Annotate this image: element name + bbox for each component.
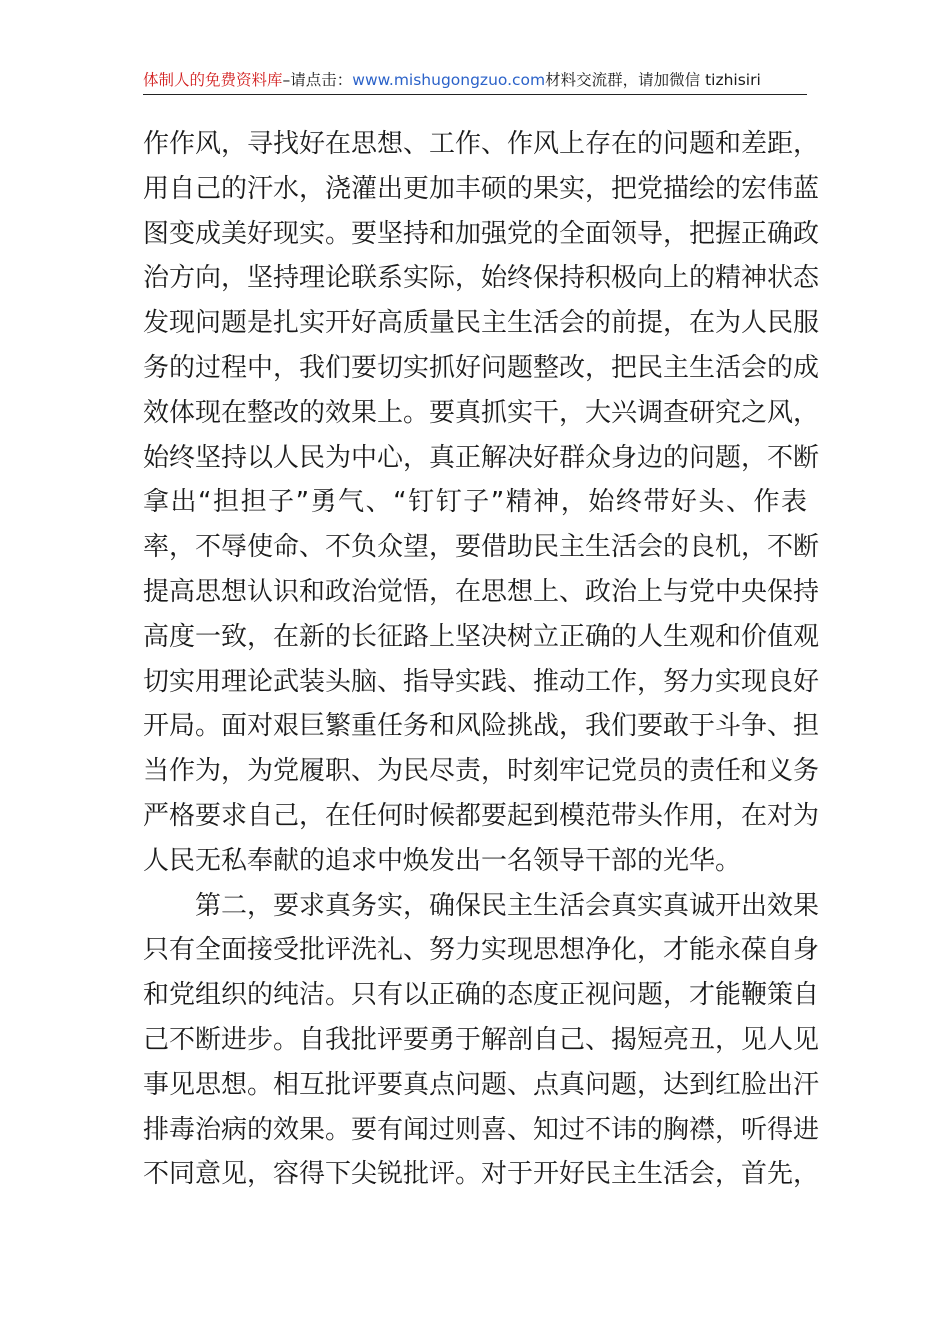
header-website-link[interactable]: www.mishugongzuo.com [352, 71, 546, 89]
paragraph-start-line: 第二，要求真务实，确保民主生活会真实真诚开出效果 [195, 890, 820, 921]
text-line: 始终坚持以人民为中心，真正解决好群众身边的问题，不断 [143, 442, 820, 473]
text-line: 和党组织的纯洁。只有以正确的态度正视问题，才能鞭策自 [143, 980, 820, 1011]
text-line: 严格要求自己，在任何时候都要起到模范带头作用，在对为 [143, 800, 820, 831]
document-header [143, 66, 807, 95]
text-line: 切实用理论武装头脑、指导实践、推动工作，努力实现良好 [143, 666, 820, 697]
text-line: 用自己的汗水，浇灌出更加丰硕的果实，把党描绘的宏伟蓝 [143, 173, 820, 204]
text-line: 排毒治病的效果。要有闻过则喜、知过不讳的胸襟，听得进 [143, 1114, 820, 1145]
header-brand: 体制人的免费资料库 [143, 71, 283, 89]
header-wechat-note: 材料交流群，请加微信 tizhisiri [545, 71, 761, 89]
text-line: 拿出“担担子”勇气、“钉钉子”精神，始终带好头、作表 [143, 487, 807, 518]
text-line: 效体现在整改的效果上。要真抓实干，大兴调查研究之风， [143, 397, 820, 428]
text-line: 己不断进步。自我批评要勇于解剖自己、揭短亮丑，见人见 [143, 1024, 820, 1055]
text-line: 治方向，坚持理论联系实际，始终保持积极向上的精神状态 [143, 263, 820, 294]
text-line: 率，不辱使命、不负众望，要借助民主生活会的良机，不断 [143, 532, 820, 563]
text-line: 务的过程中，我们要切实抓好问题整改，把民主生活会的成 [143, 352, 820, 383]
text-line: 发现问题是扎实开好高质量民主生活会的前提，在为人民服 [143, 308, 820, 339]
text-line: 作作风，寻找好在思想、工作、作风上存在的问题和差距， [143, 129, 820, 159]
text-line: 开局。面对艰巨繁重任务和风险挑战，我们要敢于斗争、担 [143, 711, 820, 742]
text-line: 事见思想。相互批评要真点问题、点真问题，达到红脸出汗 [143, 1069, 820, 1100]
text-line: 提高思想认识和政治觉悟，在思想上、政治上与党中央保持 [143, 576, 820, 607]
paragraph-end-line: 人民无私奉献的追求中焕发出一名领导干部的光华。 [143, 845, 742, 876]
text-line: 不同意见，容得下尖锐批评。对于开好民主生活会，首先， [143, 1159, 820, 1190]
document-body [143, 122, 820, 1197]
text-line: 高度一致，在新的长征路上坚决树立正确的人生观和价值观 [143, 621, 820, 652]
header-click-prompt: –请点击： [282, 71, 353, 89]
text-line: 图变成美好现实。要坚持和加强党的全面领导，把握正确政 [143, 218, 820, 249]
text-line: 只有全面接受批评洗礼、努力实现思想净化，才能永葆自身 [143, 935, 820, 966]
text-line: 当作为，为党履职、为民尽责，时刻牢记党员的责任和义务 [143, 756, 820, 787]
